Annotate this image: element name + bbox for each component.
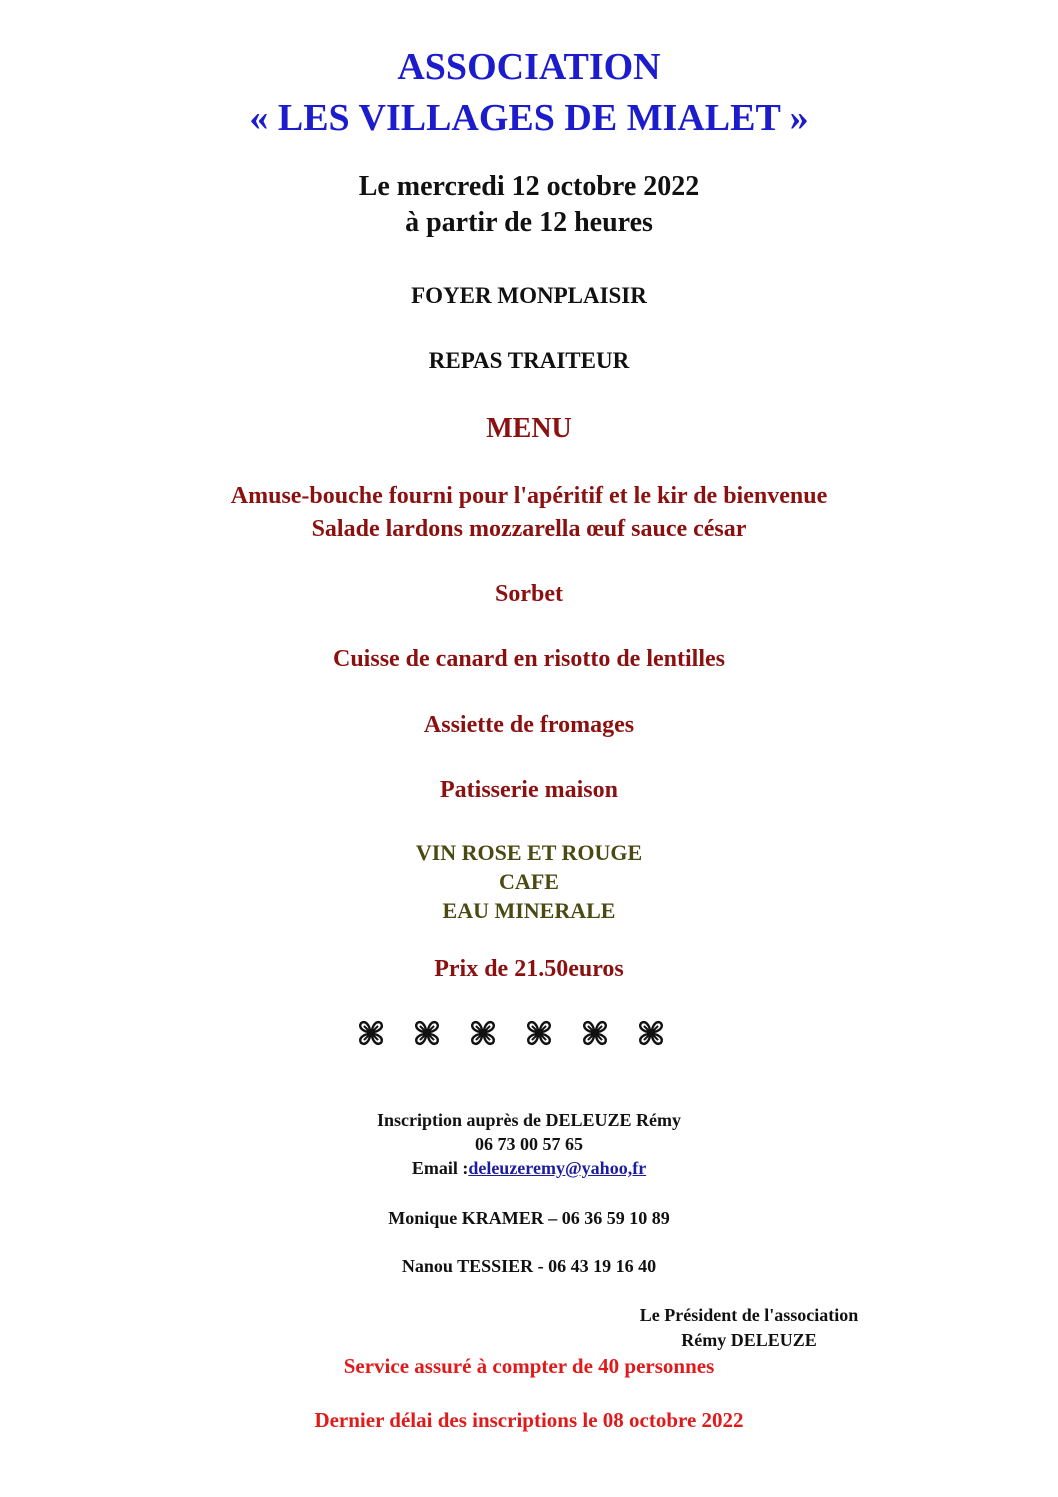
drink-water: EAU MINERALE [442, 898, 616, 923]
menu-heading: MENU [486, 413, 572, 444]
registration-contact: Inscription auprès de DELEUZE Rémy [376, 1110, 682, 1130]
flower-icon [636, 1018, 666, 1048]
flower-decoration-row [356, 1018, 666, 1048]
deadline-note: Dernier délai des inscriptions le 08 octobre 2022 [314, 1408, 744, 1432]
drink-wine: VIN ROSE ET ROUGE [415, 840, 643, 865]
association-name: « LES VILLAGES DE MIALET » [249, 97, 809, 139]
event-date: Le mercredi 12 octobre 2022 [358, 171, 700, 202]
flower-icon [468, 1018, 498, 1048]
email-link[interactable]: deleuzeremy@yahoo,fr [468, 1158, 647, 1178]
registration-phone: 06 73 00 57 65 [475, 1134, 583, 1154]
flower-icon [412, 1018, 442, 1048]
flower-icon [356, 1018, 386, 1048]
contact-monique: Monique KRAMER – 06 36 59 10 89 [388, 1208, 670, 1228]
menu-main-course: Cuisse de canard en risotto de lentilles [333, 646, 725, 672]
menu-cheese: Assiette de fromages [423, 712, 635, 738]
flower-icon [580, 1018, 610, 1048]
flower-icon [524, 1018, 554, 1048]
price: Prix de 21.50euros [434, 956, 624, 982]
menu-starter-line1: Amuse-bouche fourni pour l'apéritif et le kir de bienvenue [230, 483, 828, 509]
service-note: Service assuré à compter de 40 personnes [343, 1354, 715, 1378]
event-venue: FOYER MONPLAISIR [411, 283, 647, 308]
association-title: ASSOCIATION [397, 46, 661, 88]
contact-nanou: Nanou TESSIER - 06 43 19 16 40 [401, 1256, 657, 1276]
menu-sorbet: Sorbet [495, 581, 563, 607]
signature-name: Rémy DELEUZE [681, 1330, 817, 1350]
menu-starter-line2: Salade lardons mozzarella œuf sauce césar [311, 516, 747, 542]
event-time: à partir de 12 heures [405, 207, 653, 238]
signature-title: Le Président de l'association [639, 1305, 859, 1325]
menu-dessert: Patisserie maison [440, 777, 618, 803]
registration-email [0, 1159, 1058, 1177]
email-label: Email : [411, 1158, 469, 1178]
meal-type: REPAS TRAITEUR [428, 348, 630, 373]
drink-coffee: CAFE [499, 869, 559, 894]
